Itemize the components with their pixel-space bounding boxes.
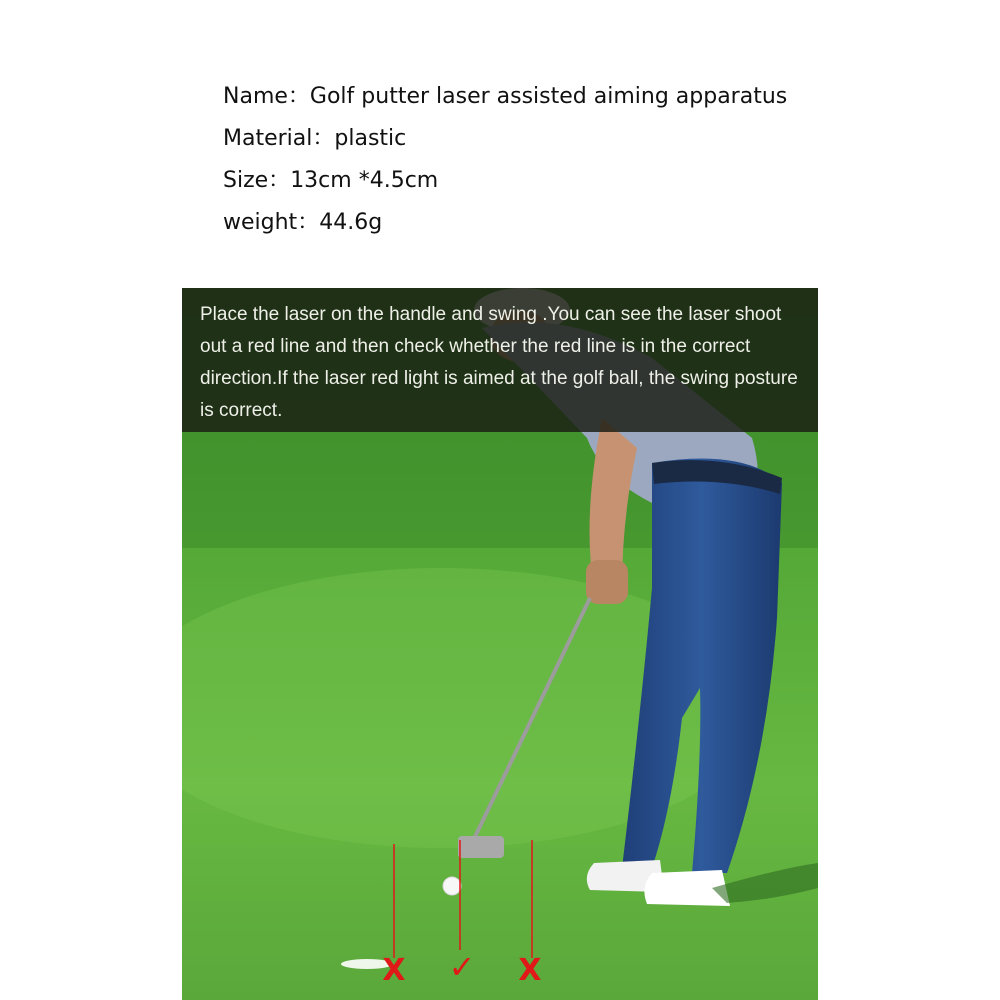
spec-material-label: Material (223, 126, 313, 151)
spec-size (223, 162, 787, 204)
caption-overlay (182, 288, 818, 432)
marker-right-x: X (518, 953, 542, 988)
golf-putting-photo (182, 288, 818, 1000)
spec-size-value: 13cm *4.5cm (290, 168, 439, 193)
spec-size-label: Size (223, 168, 269, 193)
spec-material-value: plastic (334, 126, 407, 151)
spec-name-label: Name (223, 84, 288, 109)
spec-separator: ： (268, 168, 291, 193)
product-specs (223, 78, 787, 246)
spec-separator: ： (287, 84, 310, 109)
spec-separator: ： (297, 210, 320, 235)
instruction-caption: Place the laser on the handle and swing .You can see the laser shoot out a red line and then check whether the red line is in the correct direction.If the laser red light is aimed at the golf ball, the swing posture is correct. (200, 304, 798, 421)
golf-ball (443, 877, 461, 895)
spec-weight-value: 44.6g (319, 210, 383, 235)
marker-left-x: X (382, 953, 406, 988)
putter-head (458, 836, 504, 858)
spec-separator: ： (312, 126, 335, 151)
spec-material (223, 120, 787, 162)
spec-weight (223, 204, 787, 246)
marker-center-check: ✓ (448, 948, 476, 986)
spec-name-value: Golf putter laser assisted aiming apparatus (309, 84, 788, 109)
spec-name (223, 78, 787, 120)
spec-weight-label: weight (223, 210, 298, 235)
hands (586, 560, 628, 604)
